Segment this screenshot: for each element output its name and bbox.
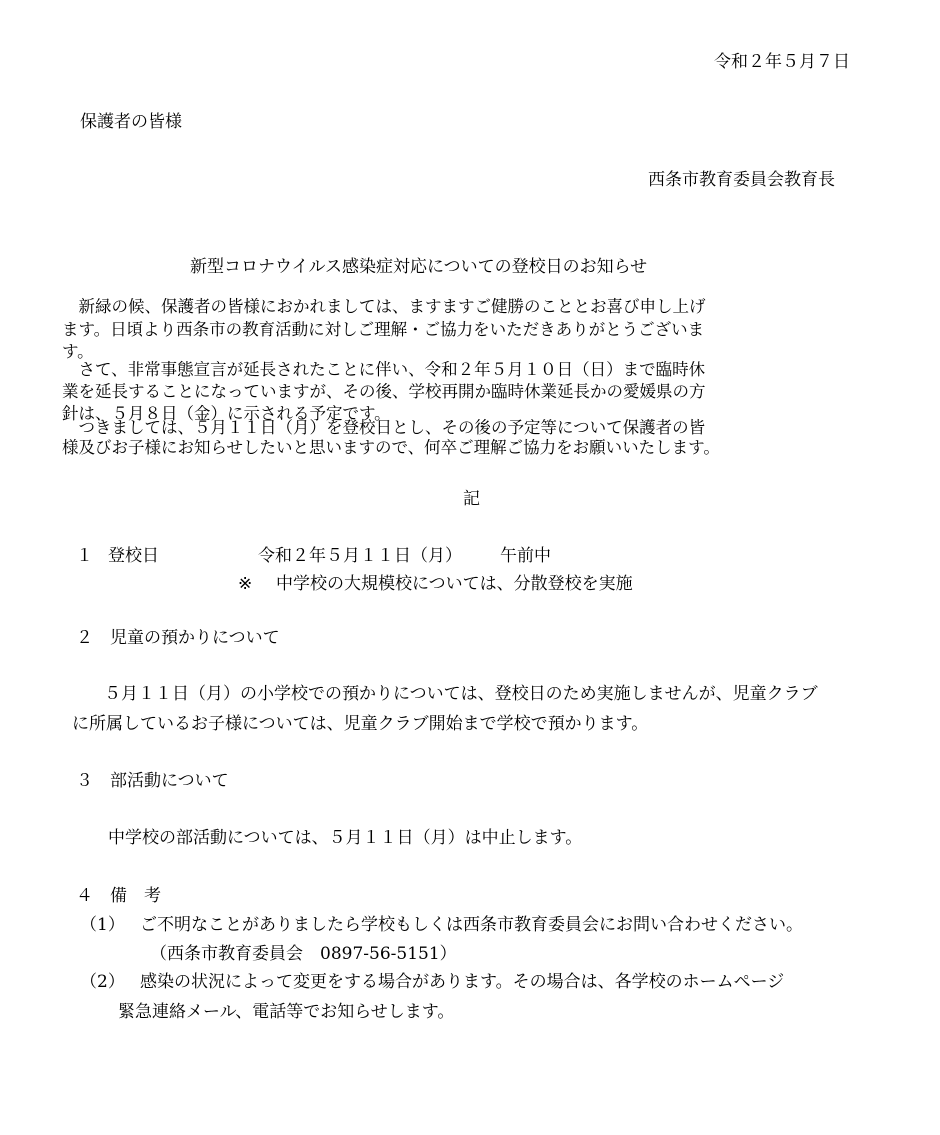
section1-number: １ [76, 546, 93, 566]
section2-heading: ２ 児童の預かりについて [76, 628, 280, 648]
remark-number: （1） [80, 915, 125, 935]
section1-date: 令和２年５月１１日（月） [258, 546, 462, 566]
section3-line: 中学校の部活動については、５月１１日（月）は中止します。 [108, 828, 583, 848]
body-line: 業を延長することになっていますが、その後、学校再開か臨時休業延長かの愛媛県の方 [62, 382, 706, 401]
recipient: 保護者の皆様 [80, 112, 182, 132]
body-line: さて、非常事態宣言が延長されたことに伴い、令和２年５月１０日（日）まで臨時休 [62, 360, 706, 379]
remark-text: 感染の状況によって変更をする場合があります。その場合は、各学校のホームページ [140, 972, 785, 992]
document-date: 令和２年５月７日 [714, 52, 850, 72]
document-title: 新型コロナウイルス感染症対応についての登校日のお知らせ [190, 257, 648, 277]
remark-number: （2） [80, 972, 125, 992]
body-line: す。 [62, 342, 94, 361]
remark-continuation: 緊急連絡メール、電話等でお知らせします。 [118, 1002, 455, 1022]
section3-heading: ３ 部活動について [76, 771, 229, 791]
section1-note: 中学校の大規模校については、分散登校を実施 [276, 574, 633, 594]
section1-time: 午前中 [500, 546, 551, 566]
body-line: つきましては、５月１１日（月）を登校日とし、その後の予定等について保護者の皆 [62, 418, 706, 437]
sender: 西条市教育委員会教育長 [648, 170, 835, 190]
ki-marker: 記 [463, 489, 480, 509]
body-line: 様及びお子様にお知らせしたいと思いますので、何卒ご理解ご協力をお願いいたします。 [62, 438, 720, 457]
section2-line: ５月１１日（月）の小学校での預かりについては、登校日のため実施しませんが、児童クラブ [104, 684, 818, 704]
body-line: 針は、５月８日（金）に示される予定です。 [62, 404, 391, 423]
body-line: 新緑の候、保護者の皆様におかれましては、ますますご健勝のこととお喜び申し上げ [62, 297, 706, 316]
body-line: ます。日頃より西条市の教育活動に対しご理解・ご協力をいただきありがとうございま [62, 320, 705, 339]
remark-contact: （西条市教育委員会 0897-56-5151） [150, 944, 457, 964]
note-mark-icon: ※ [238, 574, 253, 594]
remark-text: ご不明なことがありましたら学校もしくは西条市教育委員会にお問い合わせください。 [140, 915, 803, 935]
section2-line: に所属しているお子様については、児童クラブ開始まで学校で預かります。 [72, 714, 649, 734]
section1-label: 登校日 [108, 546, 159, 566]
section4-heading: ４ 備 考 [76, 886, 161, 906]
